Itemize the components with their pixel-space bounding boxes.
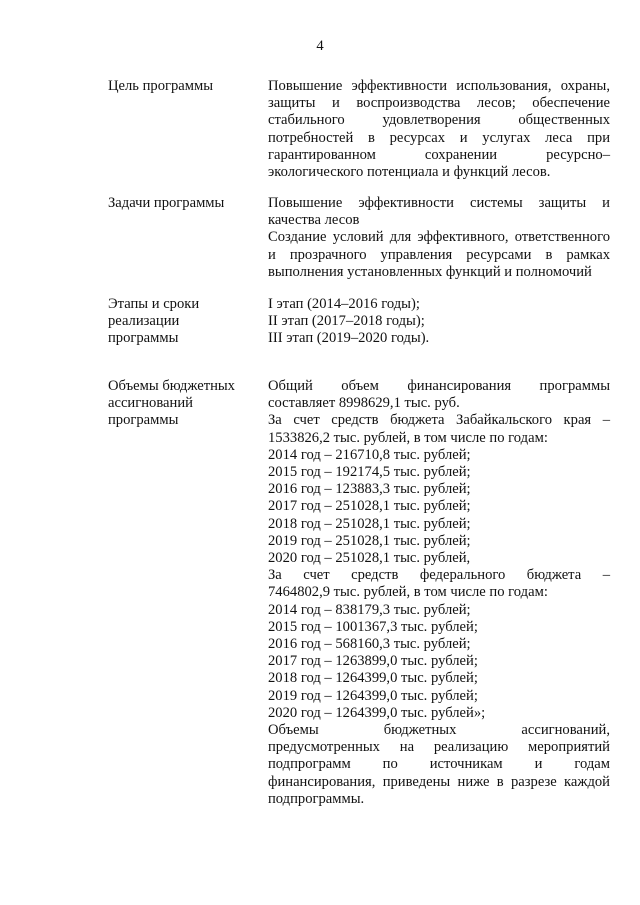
content-line: финансирования, приведены ниже в разрезе каждой: [268, 773, 610, 790]
content-line: качества лесов: [268, 212, 360, 229]
content-line: 2017 год – 251028,1 тыс. рублей;: [268, 498, 471, 515]
row-label-line: программы: [108, 330, 179, 347]
content-line: 7464802,9 тыс. рублей, в том числе по годам:: [268, 584, 548, 601]
content-line: 2016 год – 568160,3 тыс. рублей;: [268, 636, 471, 653]
content-line: 2019 год – 1264399,0 тыс. рублей;: [268, 687, 478, 704]
page-number: 4: [316, 38, 324, 54]
content-line: 2020 год – 251028,1 тыс. рублей,: [268, 550, 471, 567]
content-line: 2019 год – 251028,1 тыс. рублей;: [268, 532, 471, 549]
content-line: экологического потенциала и функций лесов.: [268, 164, 551, 181]
content-line: За счет средств бюджета Забайкальского края –: [268, 412, 610, 429]
content-program-tasks: [268, 195, 610, 281]
content-line: выполнения установленных функций и полномочий: [268, 263, 592, 280]
content-line: и прозрачного управления ресурсами в рамках: [268, 246, 610, 263]
row-label-line: программы: [108, 412, 179, 429]
content-line: I этап (2014–2016 годы);: [268, 296, 420, 312]
content-line: Повышение эффективности использования, охраны,: [268, 78, 610, 94]
content-line: За счет средств федерального бюджета –: [268, 567, 610, 584]
row-label-line: ассигнований: [108, 395, 193, 412]
content-line: III этап (2019–2020 годы).: [268, 330, 430, 347]
content-line: Повышение эффективности системы защиты и: [268, 195, 610, 211]
label-program-budget: [108, 378, 256, 430]
content-line: 2016 год – 123883,3 тыс. рублей;: [268, 481, 471, 498]
label-program-stages: [108, 296, 256, 348]
content-program-budget: [268, 378, 610, 808]
content-line: подпрограмм по источникам и годам: [268, 756, 610, 773]
content-line: 2017 год – 1263899,0 тыс. рублей;: [268, 653, 478, 670]
content-line: потребностей в ресурсах и услугах леса при: [268, 129, 610, 146]
content-line: 2015 год – 192174,5 тыс. рублей;: [268, 464, 471, 481]
row-label-line: реализации: [108, 313, 180, 330]
content-line: Создание условий для эффективного, ответственного: [268, 229, 610, 246]
label-program-goal: [108, 78, 256, 95]
content-line: 1533826,2 тыс. рублей, в том числе по годам:: [268, 429, 548, 446]
content-program-goal: [268, 78, 610, 181]
content-line: стабильного удовлетворения общественных: [268, 112, 610, 129]
content-line: предусмотренных на реализацию мероприятий: [268, 739, 610, 756]
content-program-stages: [268, 296, 610, 348]
label-program-tasks: [108, 195, 256, 212]
row-label-line: Цель программы: [108, 78, 214, 94]
content-line: составляет 8998629,1 тыс. руб.: [268, 395, 460, 412]
content-line: 2018 год – 251028,1 тыс. рублей;: [268, 515, 471, 532]
row-label-line: Задачи программы: [108, 195, 225, 211]
content-line: подпрограммы.: [268, 790, 365, 807]
content-line: защиты и воспроизводства лесов; обеспечение: [268, 95, 610, 112]
content-line: Общий объем финансирования программы: [268, 378, 610, 394]
content-line: 2015 год – 1001367,3 тыс. рублей;: [268, 618, 478, 635]
content-line: Объемы бюджетных ассигнований,: [268, 722, 610, 739]
content-line: 2014 год – 216710,8 тыс. рублей;: [268, 446, 471, 463]
content-line: 2014 год – 838179,3 тыс. рублей;: [268, 601, 471, 618]
row-label-line: Этапы и сроки: [108, 296, 200, 312]
content-line: 2018 год – 1264399,0 тыс. рублей;: [268, 670, 478, 687]
content-line: гарантированном сохранении ресурсно–: [268, 146, 610, 163]
content-line: 2020 год – 1264399,0 тыс. рублей»;: [268, 704, 486, 721]
row-label-line: Объемы бюджетных: [108, 378, 235, 394]
content-line: II этап (2017–2018 годы);: [268, 313, 425, 330]
